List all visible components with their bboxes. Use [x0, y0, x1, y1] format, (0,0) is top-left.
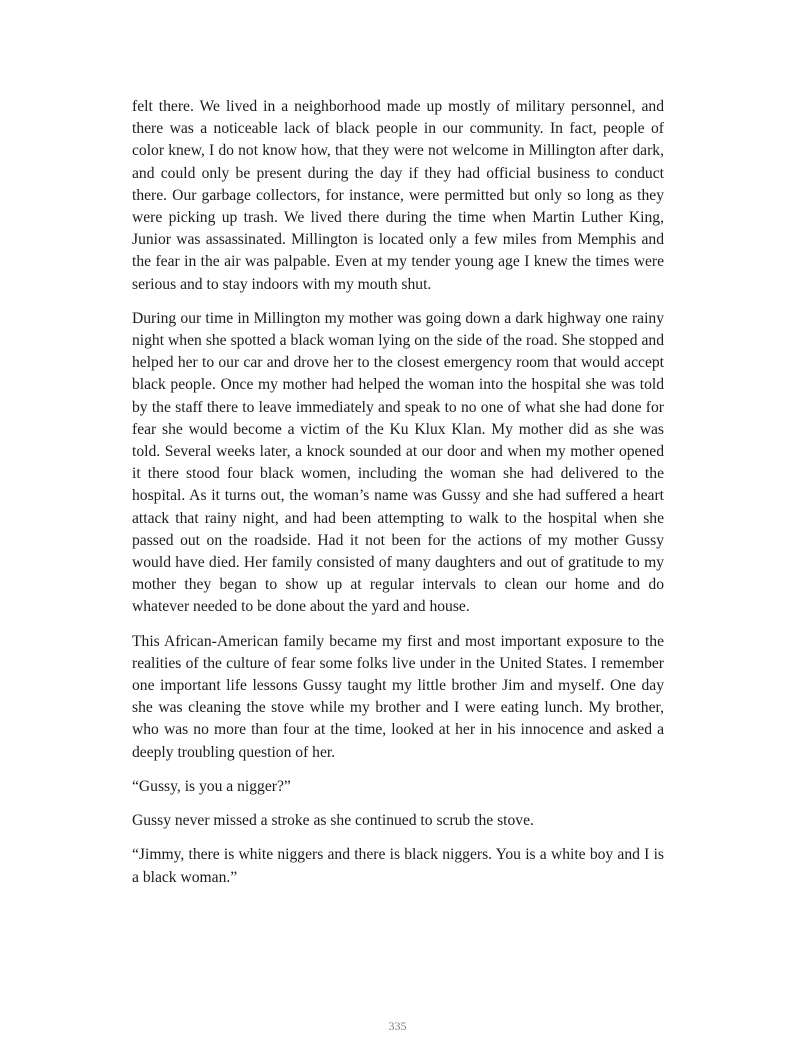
- paragraph-1: felt there. We lived in a neighborhood made up mostly of military personnel, and there was a noticeable lack of black people in our community. In fact, people of color knew, I do not know how, that they were not welcome in Millington after dark, and could only be present during the day if they had official business to conduct there. Our garbage collectors, for instance, were permitted but only so long as they were picking up trash. We lived there during the time when Martin Luther King, Junior was assassinated. Millington is located only a few miles from Memphis and the fear in the air was palpable. Even at my tender young age I knew the times were serious and to stay indoors with my mouth shut.: [132, 98, 664, 293]
- paragraph-2: During our time in Millington my mother was going down a dark highway one rainy night when she spotted a black woman lying on the side of the road. She stopped and helped her to our car and drove her to the closest emergency room that would accept black people. Once my mother had helped the woman into the hospital she was told by the staff there to leave immediately and speak to no one of what she had done for fear she would become a victim of the Ku Klux Klan. My mother did as she was told. Several weeks later, a knock sounded at our door and when my mother opened it there stood four black women, including the woman she had delivered to the hospital. As it turns out, the woman’s name was Gussy and she had suffered a heart attack that rainy night, and had been attempting to walk to the hospital when she passed out on the roadside. Had it not been for the actions of my mother Gussy would have died. Her family consisted of many daughters and out of gratitude to my mother they began to show up at regular intervals to clean our home and do whatever needed to be done about the yard and house.: [132, 309, 664, 616]
- paragraph-5: Gussy never missed a stroke as she continued to scrub the stove.: [132, 812, 534, 830]
- paragraph-3: This African-American family became my first and most important exposure to the realities of the culture of fear some folks live under in the United States. I remember one important life lessons Gussy taught my little brother Jim and myself. One day she was cleaning the stove while my brother and I were eating lunch. My brother, who was no more than four at the time, looked at her in his innocence and asked a deeply troubling question of her.: [132, 632, 664, 761]
- page-number: 335: [388, 1019, 407, 1033]
- document-body: [132, 96, 664, 901]
- paragraph-4: “Gussy, is you a nigger?”: [132, 777, 291, 795]
- paragraph-6: “Jimmy, there is white niggers and there is black niggers. You is a white boy and I is a black woman.”: [132, 846, 664, 886]
